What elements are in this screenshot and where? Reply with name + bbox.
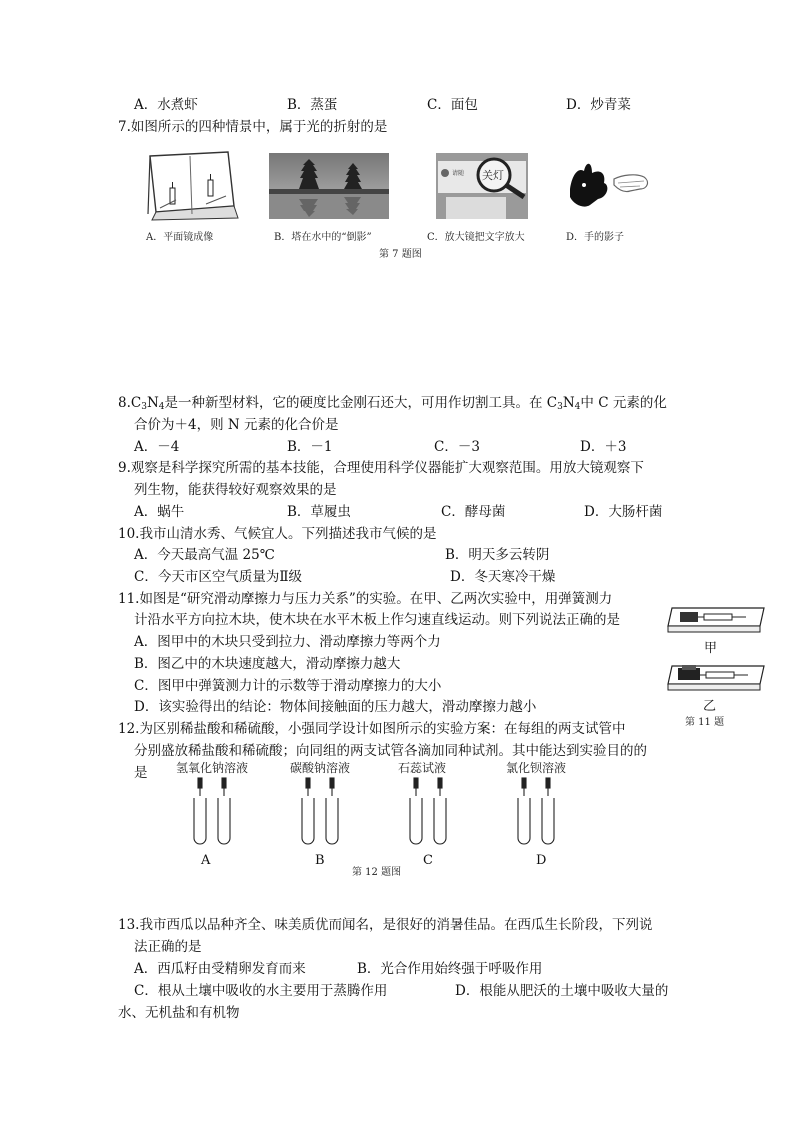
q12-tubes-a — [190, 776, 236, 846]
q8-option-d: D．＋3 — [580, 439, 627, 455]
q12-tubes-c — [406, 776, 452, 846]
q12-tubes-b — [298, 776, 344, 846]
q7-image-pagoda — [269, 153, 389, 219]
q8-stem-line2: 合价为＋4，则 N 元素的化合价是 — [134, 417, 339, 433]
q11-option-b: B．图乙中的木块速度越大，滑动摩擦力越大 — [134, 656, 401, 672]
q6-option-d: D．炒青菜 — [566, 97, 631, 113]
q7-image-magnifier — [436, 153, 528, 219]
q11-stem-line1: 11.如图是“研究滑动摩擦力与压力关系”的实验。在甲、乙两次实验中，用弹簧测力 — [118, 591, 613, 607]
q9-option-b: B．草履虫 — [287, 504, 351, 520]
q10-option-a: A．今天最高气温 25℃ — [134, 547, 275, 563]
q11-figure-yi — [664, 662, 768, 692]
q13-stem-line2: 法正确的是 — [134, 939, 202, 955]
svg-text:请随: 请随 — [452, 170, 465, 177]
q7-figure-label: 第 7 题图 — [379, 249, 422, 260]
q13-stem-line1: 13.我市西瓜以品种齐全、味美质优而闻名，是很好的消暑佳品。在西瓜生长阶段，下列说 — [118, 917, 653, 933]
q7-caption-b: B．塔在水中的“倒影” — [274, 232, 372, 243]
q12-stem-line1: 12.为区别稀盐酸和稀硫酸，小强同学设计如图所示的实验方案：在每组的两支试管中 — [118, 721, 626, 737]
q7-caption-a: A．平面镜成像 — [146, 232, 214, 243]
q9-option-a: A．蜗牛 — [134, 504, 185, 520]
q13-option-c: C．根从土壤中吸收的水主要用于蒸腾作用 — [134, 983, 388, 999]
q12-group-c: C — [423, 853, 433, 868]
q12-group-a: A — [201, 853, 211, 868]
q12-figure-label: 第 12 题图 — [352, 867, 402, 878]
q8-option-c: C．－3 — [434, 439, 480, 455]
q12-tubes-d — [514, 776, 560, 846]
q7-caption-c: C．放大镜把文字放大 — [427, 232, 525, 243]
q10-option-b: B．明天多云转阴 — [445, 547, 550, 563]
q11-stem-line2: 计沿水平方向拉木块，使木块在水平木板上作匀速直线运动。则下列说法正确的是 — [134, 612, 620, 628]
q13-option-d-cont: 水、无机盐和有机物 — [118, 1005, 240, 1021]
q12-group-d: D — [536, 853, 547, 868]
q9-stem-line2: 列生物，能获得较好观察效果的是 — [134, 482, 337, 498]
q11-label-jia: 甲 — [704, 641, 718, 656]
q6-option-c: C．面包 — [427, 97, 478, 113]
q7-stem: 7.如图所示的四种情景中，属于光的折射的是 — [118, 119, 388, 135]
q8-stem-line1: $8.C_3N_4$是一种新型材料，它的硬度比金刚石还大，可用作切割工具。在 $C_3N_4$中 C 元素的化 — [118, 395, 667, 412]
q11-option-c: C．图甲中弹簧测力计的示数等于滑动摩擦力的大小 — [134, 678, 442, 694]
q7-caption-d: D．手的影子 — [566, 232, 625, 243]
q12-reagent-d: 氯化钡溶液 — [506, 761, 567, 775]
q10-option-d: D．冬天寒冷干燥 — [450, 569, 556, 585]
q7-image-mirror — [146, 148, 240, 222]
q11-figure-label: 第 11 题 — [685, 717, 725, 728]
q8-option-a: A．－4 — [134, 439, 180, 455]
q6-option-b: B．蒸蛋 — [287, 97, 338, 113]
q9-stem-line1: 9.观察是科学探究所需的基本技能，合理使用科学仪器能扩大观察范围。用放大镜观察下 — [118, 460, 644, 476]
q13-option-b: B．光合作用始终强于呼吸作用 — [357, 961, 543, 977]
q13-option-d: D．根能从肥沃的土壤中吸收大量的 — [455, 983, 669, 999]
q9-option-c: C．酵母菌 — [441, 504, 506, 520]
q13-option-a: A．西瓜籽由受精卵发育而来 — [134, 961, 306, 977]
q11-option-d: D．该实验得出的结论：物体间接触面的压力越大，滑动摩擦力越小 — [134, 699, 537, 715]
q12-reagent-b: 碳酸钠溶液 — [290, 761, 351, 775]
q8-option-b: B．－1 — [287, 439, 333, 455]
q7-image-hand-shadow — [560, 153, 656, 219]
q12-stem-line3: 是 — [134, 765, 148, 781]
q7-sign-text: 关灯 — [482, 169, 504, 182]
q12-stem-line2: 分别盛放稀盐酸和稀硫酸；向同组的两支试管各滴加同种试剂。其中能达到实验目的的 — [134, 743, 647, 759]
q11-label-yi: 乙 — [703, 699, 717, 714]
q9-option-d: D．大肠杆菌 — [584, 504, 663, 520]
q12-reagent-c: 石蕊试液 — [398, 761, 447, 775]
q11-option-a: A．图甲中的木块只受到拉力、滑动摩擦力等两个力 — [134, 634, 441, 650]
q11-figure-jia — [664, 604, 768, 634]
q12-group-b: B — [315, 853, 325, 868]
q10-option-c: C．今天市区空气质量为Ⅱ级 — [134, 569, 303, 585]
q12-reagent-a: 氢氧化钠溶液 — [176, 761, 249, 775]
q6-option-a: A．水煮虾 — [134, 97, 198, 113]
q10-stem: 10.我市山清水秀、气候宜人。下列描述我市气候的是 — [118, 526, 437, 542]
